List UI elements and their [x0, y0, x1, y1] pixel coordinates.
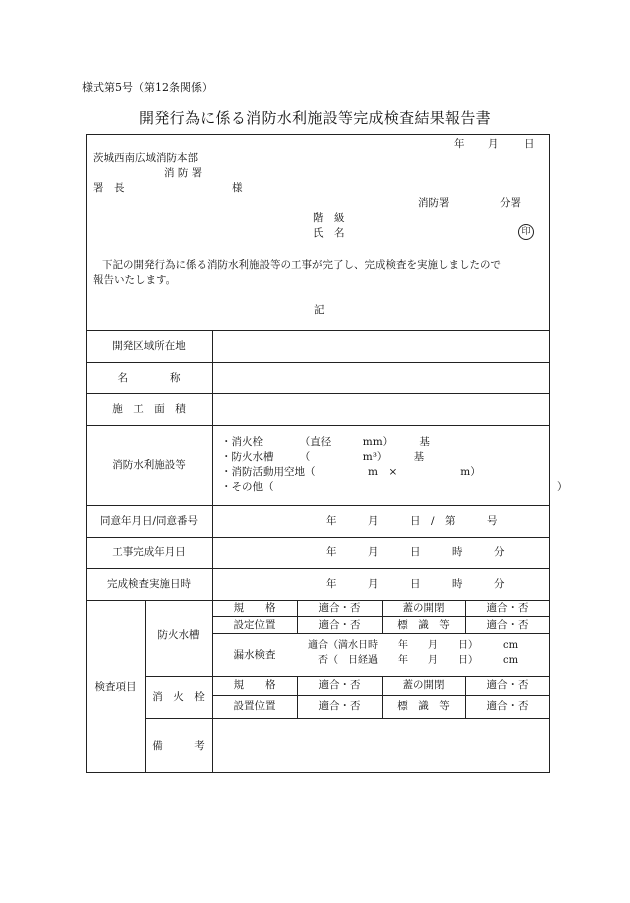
tank-placement: 設定位置	[233, 619, 276, 631]
divider	[86, 505, 550, 506]
divider	[86, 330, 550, 331]
inspection-value: 年 月 日 時 分	[326, 578, 505, 590]
hydrant-standard-result: 適合・否	[318, 679, 361, 691]
leak-test-line-1: 適合（満水日時 年 月 日） cm	[308, 640, 519, 651]
completion-label: 工事完成年月日	[112, 546, 186, 558]
reporter-branch: 分署	[500, 197, 521, 209]
hydrant-label: 消 火 栓	[152, 691, 205, 703]
completion-value: 年 月 日 時 分	[326, 546, 505, 558]
inspection-items-label: 検査項目	[94, 681, 137, 693]
tank-lid-result: 適合・否	[486, 602, 529, 614]
consent-label: 同意年月日/同意番号	[99, 515, 199, 527]
ki-heading: 記	[314, 304, 325, 316]
facility-item: ・消火栓 （直径 mm） 基	[221, 436, 430, 448]
hydrant-lid-result: 適合・否	[486, 679, 529, 691]
divider	[86, 362, 550, 363]
divider	[212, 695, 550, 696]
divider	[86, 600, 550, 601]
hydrant-sign: 標 識 等	[397, 700, 450, 712]
remarks-label: 備 考	[152, 740, 205, 752]
station-name: 消 防 署	[164, 167, 203, 179]
facilities-label: 消防水利施設等	[112, 459, 186, 471]
facility-item: ・その他（ ）	[221, 481, 568, 493]
honorific: 様	[232, 182, 243, 194]
divider	[86, 425, 550, 426]
form-number: 様式第5号（第12条関係）	[82, 81, 213, 94]
hydrant-lid: 蓋の開閉	[402, 679, 445, 691]
divider	[145, 676, 550, 677]
divider	[86, 393, 550, 394]
inspection-label: 完成検査実施日時	[107, 578, 191, 590]
tank-sign: 標 識 等	[397, 619, 450, 631]
tank-placement-result: 適合・否	[318, 619, 361, 631]
reporter-station: 消防署	[418, 197, 450, 209]
hydrant-sign-result: 適合・否	[486, 700, 529, 712]
hq-name: 茨城西南広域消防本部	[93, 152, 198, 164]
hydrant-placement: 設置位置	[233, 700, 276, 712]
divider	[212, 633, 550, 634]
page-title: 開発行為に係る消防水利施設等完成検査結果報告書	[139, 109, 491, 127]
date-day: 日	[524, 138, 535, 150]
facility-item: ・防火水槽 （ m³） 基	[221, 451, 425, 463]
name-label: 氏 名	[313, 227, 345, 239]
tank-standard-result: 適合・否	[318, 602, 361, 614]
seal-mark: 印	[518, 224, 534, 240]
tank-standard: 規 格	[233, 602, 276, 614]
hydrant-placement-result: 適合・否	[318, 700, 361, 712]
divider	[212, 616, 550, 617]
name-row-label: 名 称	[117, 372, 181, 384]
hydrant-standard: 規 格	[233, 679, 276, 691]
location-label: 開発区域所在地	[112, 340, 186, 352]
body-line-2: 報告いたします。	[93, 274, 177, 286]
facility-item: ・消防活動用空地（ m × m）	[221, 466, 481, 478]
chief-title: 署 長	[93, 182, 125, 194]
tank-lid: 蓋の開閉	[402, 602, 445, 614]
divider	[86, 537, 550, 538]
fire-tank-label: 防火水槽	[157, 629, 200, 641]
body-line-1: 下記の開発行為に係る消防水利施設等の工事が完了し、完成検査を実施しましたので	[102, 259, 501, 271]
rank-label: 階 級	[313, 212, 345, 224]
divider	[86, 568, 550, 569]
divider	[145, 718, 550, 719]
consent-value: 年 月 日 / 第 号	[326, 515, 498, 527]
leak-test-label: 漏水検査	[233, 649, 276, 661]
leak-test-line-2: 否（ 日経過 年 月 日） cm	[318, 655, 519, 666]
date-month: 月	[488, 138, 499, 150]
date-year: 年	[454, 138, 465, 150]
tank-sign-result: 適合・否	[486, 619, 529, 631]
area-label: 施 工 面 積	[112, 403, 186, 415]
